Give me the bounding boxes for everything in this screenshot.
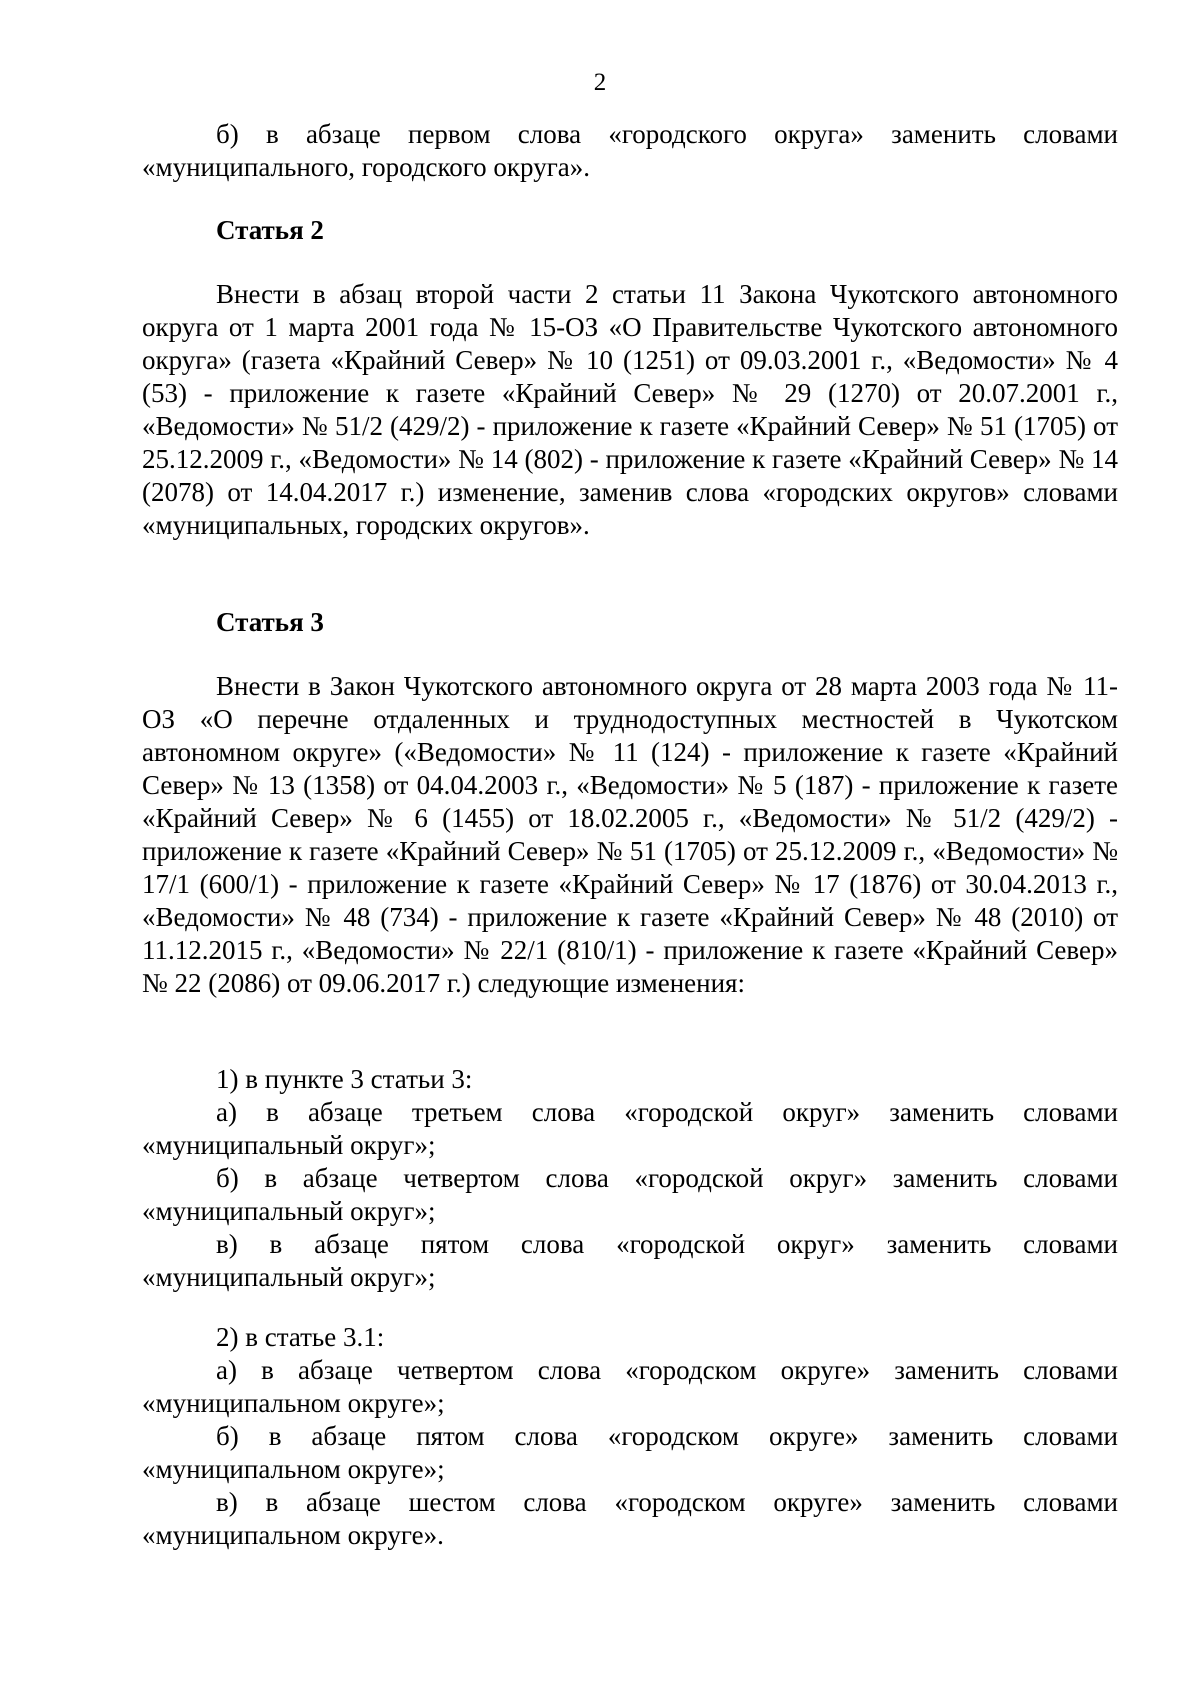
- item-2-a: а) в абзаце четвертом слова «городском округе» заменить словами «муниципальном округе»;: [142, 1355, 1118, 1418]
- article-3-title-block: [142, 606, 1118, 639]
- article-2-title: Статья 2: [216, 215, 324, 245]
- article-2-title-block: [142, 214, 1118, 247]
- article-3-title: Статья 3: [216, 607, 324, 637]
- item-2-b: б) в абзаце пятом слова «городском округе» заменить словами «муниципальном округе»;: [142, 1421, 1118, 1484]
- item-2-block: [142, 1321, 1118, 1552]
- item-1-heading: 1) в пункте 3 статьи 3:: [216, 1064, 473, 1094]
- article-3-text: Внести в Закон Чукотского автономного округа от 28 марта 2003 года № 11-ОЗ «О перечне отдаленных и труднодоступных местностей в Чукотском автономном округе» («Ведомости» № 11 (124) - приложение к газете «Крайний Север» № 13 (1358) от 04.04.2003 г., «Ведомости» № 5 (187) - приложение к газете «Крайний Север» № 6 (1455) от 18.02.2005 г., «Ведомости» № 51/2 (429/2) - приложение к газете «Крайний Север» № 51 (1705) от 25.12.2009 г., «Ведомости» № 17/1 (600/1) - приложение к газете «Крайний Север» № 17 (1876) от 30.04.2013 г., «Ведомости» № 48 (734) - приложение к газете «Крайний Север» № 48 (2010) от 11.12.2015 г., «Ведомости» № 22/1 (810/1) - приложение к газете «Крайний Север» № 22 (2086) от 09.06.2017 г.) следующие изменения:: [142, 671, 1118, 998]
- page-number: 2: [593, 69, 607, 96]
- intro-paragraph: [142, 118, 1118, 184]
- article-2-body: [142, 278, 1118, 542]
- item-2-heading: 2) в статье 3.1:: [216, 1322, 385, 1352]
- item-1-c: в) в абзаце пятом слова «городской округ» заменить словами «муниципальный округ»;: [142, 1229, 1118, 1292]
- item-1-a: а) в абзаце третьем слова «городской округ» заменить словами «муниципальный округ»;: [142, 1097, 1118, 1160]
- item-1-b: б) в абзаце четвертом слова «городской округ» заменить словами «муниципальный округ»;: [142, 1163, 1118, 1226]
- item-2-c: в) в абзаце шестом слова «городском округе» заменить словами «муниципальном округе».: [142, 1487, 1118, 1550]
- intro-text: б) в абзаце первом слова «городского округа» заменить словами «муниципального, городского округа».: [142, 119, 1118, 182]
- item-1-block: [142, 1063, 1118, 1294]
- article-2-text: Внести в абзац второй части 2 статьи 11 Закона Чукотского автономного округа от 1 марта 2001 года № 15-ОЗ «О Правительстве Чукотского автономного округа» (газета «Крайний Север» № 10 (1251) от 09.03.2001 г., «Ведомости» № 4 (53) - приложение к газете «Крайний Север» № 29 (1270) от 20.07.2001 г., «Ведомости» № 51/2 (429/2) - приложение к газете «Крайний Север» № 51 (1705) от 25.12.2009 г., «Ведомости» № 14 (802) - приложение к газете «Крайний Север» № 14 (2078) от 14.04.2017 г.) изменение, заменив слова «городских округов» словами «муниципальных, городских округов».: [142, 279, 1118, 540]
- article-3-body: [142, 670, 1118, 1000]
